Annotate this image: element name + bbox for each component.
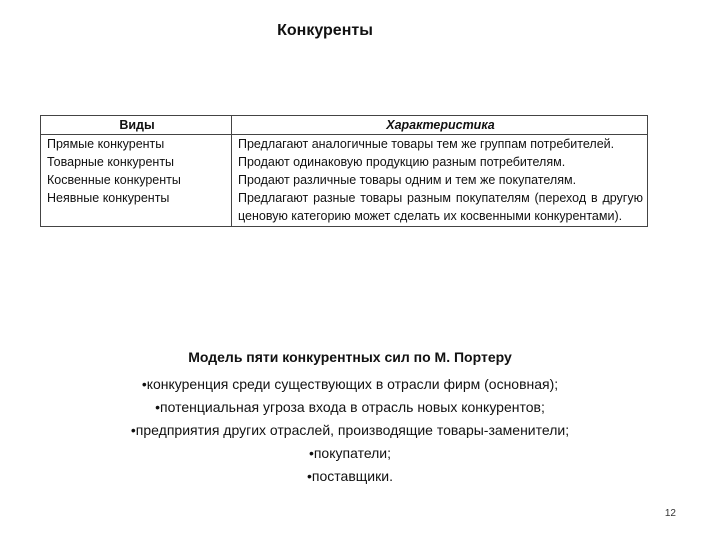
model-title: Модель пяти конкурентных сил по М. Портеру	[188, 349, 512, 365]
table-row	[41, 153, 648, 171]
slide-title-text: Конкуренты	[277, 22, 373, 39]
description-cell: Продают различные товары одним и тем же покупателям.	[232, 171, 648, 189]
porter-model	[0, 346, 700, 488]
header-types: Виды	[41, 116, 232, 135]
description-cell: Продают одинаковую продукцию разным потребителям.	[232, 153, 648, 171]
table-header-row	[41, 116, 648, 135]
list-item: •конкуренция среди существующих в отрасли фирм (основная);	[141, 376, 559, 392]
list-item: •покупатели;	[308, 445, 392, 461]
list-item: •поставщики.	[307, 468, 393, 484]
header-characteristic: Характеристика	[232, 116, 648, 135]
type-cell: Косвенные конкуренты	[41, 171, 232, 189]
description-cell: Предлагают аналогичные товары тем же группам потребителей.	[232, 135, 648, 154]
list-item: •потенциальная угроза входа в отрасль новых конкурентов;	[155, 399, 545, 415]
table-row	[41, 135, 648, 154]
list-item: •предприятия других отраслей, производящие товары-заменители;	[130, 422, 570, 438]
table-row	[41, 189, 648, 227]
page-number: 12	[664, 508, 676, 519]
type-cell: Товарные конкуренты	[41, 153, 232, 171]
type-cell: Неявные конкуренты	[41, 189, 232, 227]
table-row	[41, 171, 648, 189]
type-cell: Прямые конкуренты	[41, 135, 232, 154]
slide-title	[0, 22, 650, 40]
competitors-table	[40, 115, 648, 227]
description-cell: Предлагают разные товары разным покупателям (переход в другую ценовую категорию может сделать их косвенными конкурентами).	[232, 189, 648, 227]
